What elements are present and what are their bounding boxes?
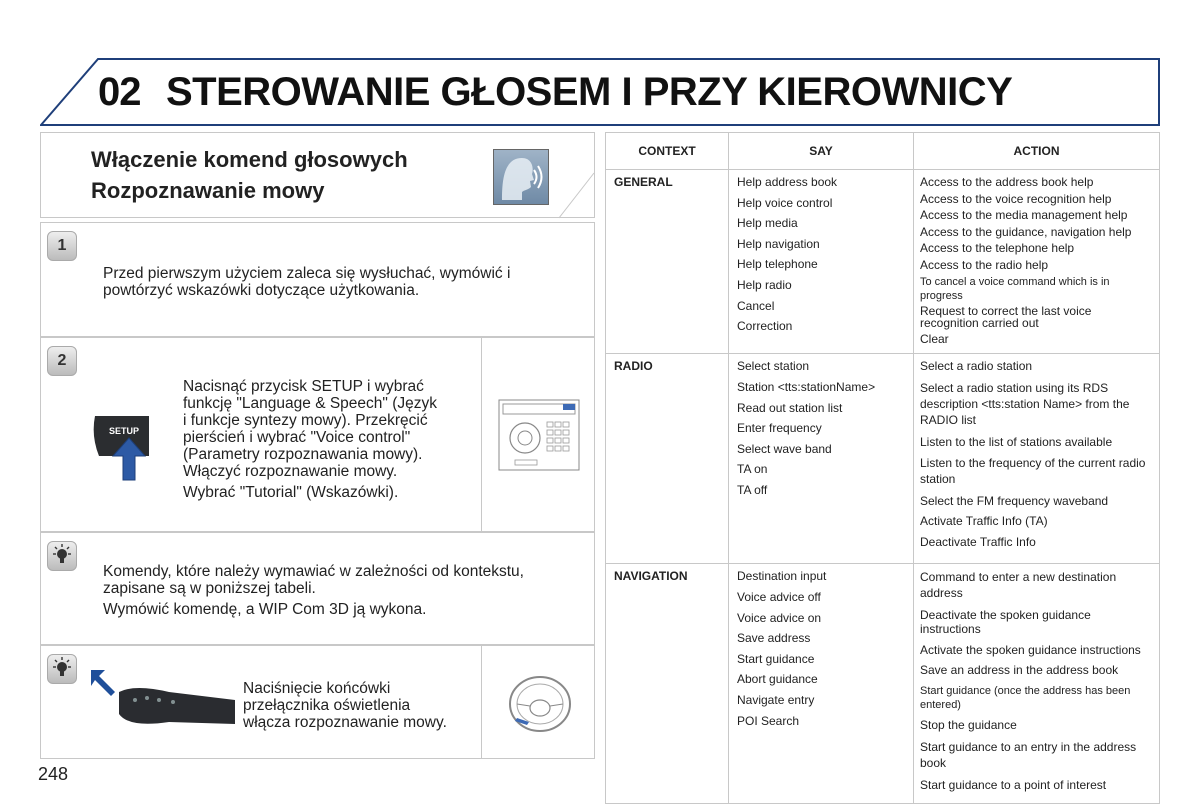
text-line: i funkcje syntezy mowy). Przekręcić xyxy=(183,412,428,429)
tip-box xyxy=(40,532,595,645)
say-item: TA on xyxy=(737,462,768,477)
text-line: Wybrać "Tutorial" (Wskazówki). xyxy=(183,484,399,501)
say-item: Start guidance xyxy=(737,651,815,666)
text-line: Włączyć rozpoznawanie mowy. xyxy=(183,463,398,480)
action-item: Deactivate Traffic Info xyxy=(920,534,1036,549)
text-line: zapisane są w poniższej tabeli. xyxy=(103,580,316,597)
text-line: Przed pierwszym użyciem zaleca się wysłuchać, wymówić i xyxy=(103,265,511,282)
column-header: CONTEXT xyxy=(606,133,729,170)
say-item: Navigate entry xyxy=(737,692,815,707)
action-item: Listen to the list of stations available xyxy=(920,434,1113,449)
action-item: Activate the spoken guidance instructions xyxy=(920,642,1141,657)
text-line: Naciśnięcie końcówki xyxy=(243,680,391,697)
say-item: POI Search xyxy=(737,713,800,728)
step-1-text xyxy=(103,265,510,299)
say-item: Station <tts:stationName> xyxy=(737,379,876,394)
action-item: Access to the media management help xyxy=(920,208,1128,223)
chapter-number: 02 xyxy=(98,70,141,114)
text-line: przełącznika oświetlenia xyxy=(243,697,411,714)
step-1-box xyxy=(40,222,595,337)
tip-2-divider xyxy=(481,646,482,758)
say-cell xyxy=(729,564,914,804)
text-line: powtórzyć wskazówki dotyczące użytkowania. xyxy=(103,282,420,299)
step-2-box xyxy=(40,337,595,532)
action-item: Deactivate the spoken guidance instructions xyxy=(920,607,1091,636)
text-line: pierścień i wybrać "Voice control" xyxy=(183,429,411,446)
action-cell xyxy=(914,564,1160,804)
text-line: (Parametry rozpoznawania mowy). xyxy=(183,446,423,463)
radio-unit-illustration xyxy=(497,396,581,474)
say-item: Enter frequency xyxy=(737,421,822,436)
action-item: To cancel a voice command which is in progress xyxy=(920,275,1110,302)
action-item: Request to correct the last voice recognition carried out xyxy=(920,304,1092,331)
setup-button-illustration xyxy=(89,412,149,493)
action-item: Access to the voice recognition help xyxy=(920,191,1112,206)
text-line: Komendy, które należy wymawiać w zależności od kontekstu, xyxy=(103,563,524,580)
page-number: 248 xyxy=(38,764,69,784)
say-cell xyxy=(729,354,914,564)
action-item: Start guidance (once the address has been entered) xyxy=(920,684,1131,711)
action-cell xyxy=(914,354,1160,564)
say-item: Correction xyxy=(737,319,793,334)
action-item: Access to the telephone help xyxy=(920,241,1075,256)
action-item: Start guidance to an entry in the address book xyxy=(920,739,1137,770)
action-item: Stop the guidance xyxy=(920,718,1017,733)
step-badge: 2 xyxy=(47,346,77,376)
say-item: Help voice control xyxy=(737,195,833,210)
column-header: ACTION xyxy=(914,133,1160,170)
say-item: Voice advice off xyxy=(737,589,821,604)
context-cell: NAVIGATION xyxy=(606,564,729,804)
chapter-title: STEROWANIE GŁOSEM I PRZY KIEROWNICY xyxy=(166,70,1013,114)
action-cell xyxy=(914,170,1160,354)
action-item: Select a radio station using its RDS description <tts:station Name> from the RADIO list xyxy=(920,380,1130,427)
chapter-header xyxy=(40,58,1160,126)
table-header-row xyxy=(606,133,1160,170)
say-item: Help media xyxy=(737,216,798,231)
say-cell xyxy=(729,170,914,354)
setup-button-label: SETUP xyxy=(109,426,140,436)
action-item: Select a radio station xyxy=(920,359,1033,374)
section-title-line1: Włączenie komend głosowych xyxy=(91,147,408,172)
section-title-line2: Rozpoznawanie mowy xyxy=(91,178,325,203)
steering-wheel-illustration xyxy=(507,674,573,736)
voice-control-icon xyxy=(493,149,549,205)
say-item: Select station xyxy=(737,359,810,374)
context-cell: GENERAL xyxy=(606,170,729,354)
say-item: Help address book xyxy=(737,175,838,189)
say-item: Save address xyxy=(737,631,811,646)
context-cell: RADIO xyxy=(606,354,729,564)
tip-text xyxy=(103,563,524,618)
action-item: Activate Traffic Info (TA) xyxy=(920,514,1048,529)
action-item: Listen to the frequency of the current radio station xyxy=(920,456,1146,487)
action-item: Start guidance to a point of interest xyxy=(920,777,1107,792)
text-line: funkcję "Language & Speech" (Język xyxy=(183,395,437,412)
say-item: Destination input xyxy=(737,569,827,584)
action-item: Clear xyxy=(920,331,949,346)
text-line: Nacisnąć przycisk SETUP i wybrać xyxy=(183,378,424,395)
lighting-stalk-illustration xyxy=(89,666,235,742)
lightbulb-icon xyxy=(47,654,77,684)
action-item: Command to enter a new destination address xyxy=(920,570,1117,601)
text-line: Wymówić komendę, a WIP Com 3D ją wykona. xyxy=(103,601,427,618)
action-item: Save an address in the address book xyxy=(920,663,1119,678)
section-heading-box xyxy=(40,132,595,218)
setup-button-shape xyxy=(89,412,149,488)
say-item: Help telephone xyxy=(737,257,818,272)
voice-commands-table xyxy=(605,132,1160,792)
tip-2-text xyxy=(243,680,447,731)
action-item: Select the FM frequency waveband xyxy=(920,493,1109,508)
heading-corner-line xyxy=(559,133,595,219)
text-line: włącza rozpoznawanie mowy. xyxy=(243,714,447,731)
step-2-divider xyxy=(481,338,482,531)
step-2-text xyxy=(183,378,437,501)
say-item: Abort guidance xyxy=(737,672,818,687)
step-badge: 1 xyxy=(47,231,77,261)
action-item: Access to the guidance, navigation help xyxy=(920,224,1132,239)
lightbulb-icon xyxy=(47,541,77,571)
say-item: Voice advice on xyxy=(737,610,822,625)
tip-box xyxy=(40,645,595,759)
say-item: Help radio xyxy=(737,277,792,292)
table-row xyxy=(606,564,1160,804)
table-row xyxy=(606,170,1160,354)
action-item: Access to the address book help xyxy=(920,175,1094,189)
say-item: Help navigation xyxy=(737,236,820,251)
say-item: Select wave band xyxy=(737,441,832,456)
column-header: SAY xyxy=(729,133,914,170)
say-item: TA off xyxy=(737,482,768,497)
say-item: Read out station list xyxy=(737,400,843,415)
say-item: Cancel xyxy=(737,298,775,313)
action-item: Access to the radio help xyxy=(920,257,1049,272)
table-row xyxy=(606,354,1160,564)
